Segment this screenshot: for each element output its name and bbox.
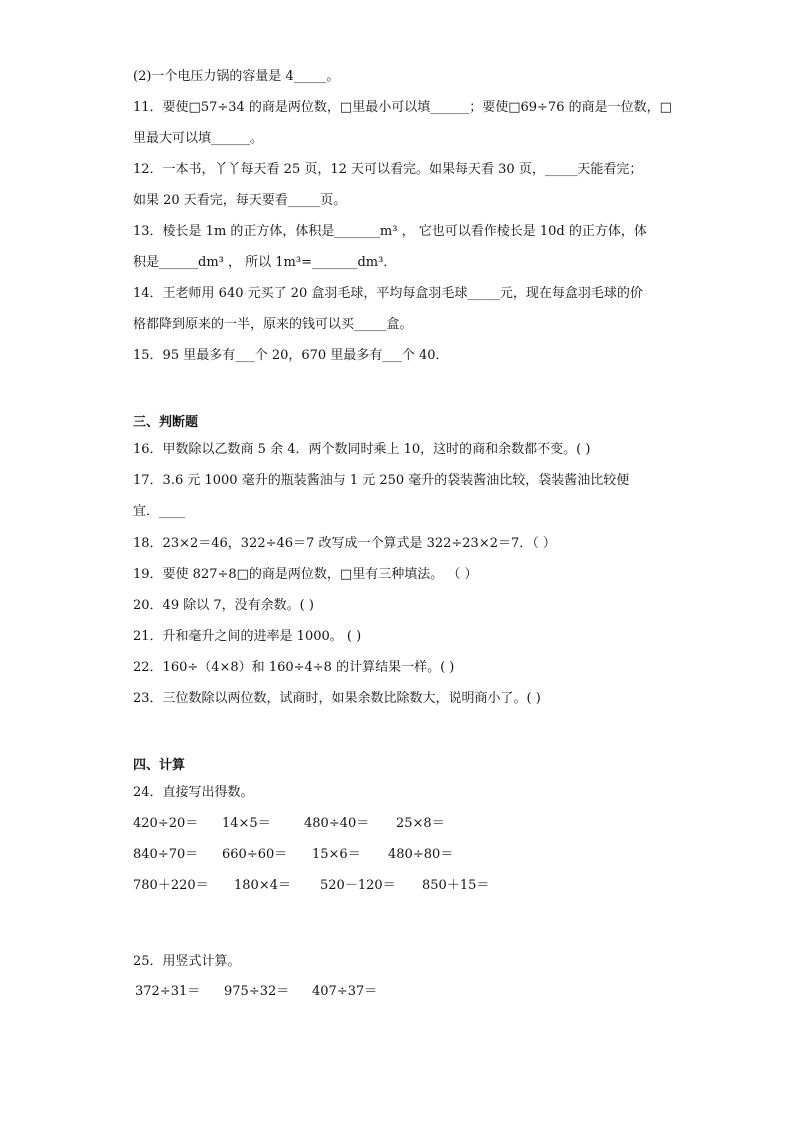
section-heading-judge: 三、判断题 [133, 415, 199, 430]
question-12-line-2: 如果 20 天看完，每天要看_____页。 [133, 193, 347, 208]
calc-item: 14×5＝ [222, 816, 271, 831]
question-25: 25．用竖式计算。 [133, 954, 241, 969]
question-17-line-2: 宜．____ [133, 504, 186, 519]
question-21: 21．升和毫升之间的进率是 1000。 ( ) [133, 629, 362, 644]
calc-item: 180×4＝ [234, 878, 291, 893]
question-16: 16．甲数除以乙数商 5 余 4．两个数同时乘上 10，这时的商和余数都不变。( ) [133, 442, 591, 457]
question-19: 19．要使 827÷8□的商是两位数，□里有三种填法。 （ ） [133, 567, 478, 582]
section-heading-calc: 四、计算 [133, 758, 186, 773]
calc-item: 420÷20＝ [133, 816, 199, 831]
question-10-2: (2)一个电压力锅的容量是 4_____。 [133, 69, 340, 84]
question-17-line-1: 17．3.6 元 1000 毫升的瓶装酱油与 1 元 250 毫升的袋装酱油比较，袋装酱油比较便 [133, 473, 630, 488]
question-22: 22．160÷（4×8）和 160÷4÷8 的计算结果一样。( ) [133, 660, 455, 675]
calc-item: 15×6＝ [312, 847, 361, 862]
calc-item: 840÷70＝ [133, 847, 199, 862]
calc-item: 480÷80＝ [388, 847, 454, 862]
calc-item: 372÷31＝ [135, 984, 201, 999]
question-13-line-2: 积是______dm³ ， 所以 1m³=_______dm³． [133, 255, 397, 270]
calc-item: 780＋220＝ [133, 878, 209, 893]
question-15: 15．95 里最多有___个 20，670 里最多有___个 40． [133, 348, 449, 363]
calc-item: 975÷32＝ [224, 984, 290, 999]
calc-item: 850＋15＝ [422, 878, 490, 893]
question-18: 18．23×2＝46，322÷46＝7 改写成一个算式是 322÷23×2＝7．（ ） [133, 536, 556, 551]
question-24: 24．直接写出得数。 [133, 785, 254, 800]
question-14-line-2: 格都降到原来的一半，原来的钱可以买_____盒。 [133, 317, 413, 332]
question-14-line-1: 14．王老师用 640 元买了 20 盒羽毛球，平均每盒羽毛球_____元，现在每盒羽毛球的价 [133, 286, 643, 301]
question-12-line-1: 12．一本书，丫丫每天看 25 页，12 天可以看完。如果每天看 30 页，_____天能看完； [133, 162, 643, 177]
calc-item: 407÷37＝ [312, 984, 378, 999]
question-23: 23．三位数除以两位数，试商时，如果余数比除数大，说明商小了。( ) [133, 691, 541, 706]
question-11-line-1: 11．要使□57÷34 的商是两位数，□里最小可以填______；要使□69÷76 的商是一位数，□ [133, 100, 672, 115]
calc-item: 520－120＝ [320, 878, 396, 893]
calc-item: 480÷40＝ [304, 816, 370, 831]
question-20: 20．49 除以 7，没有余数。( ) [133, 598, 314, 613]
calc-item: 25×8＝ [396, 816, 445, 831]
question-13-line-1: 13．棱长是 1m 的正方体，体积是_______m³ ， 它也可以看作棱长是 10d 的正方体，体 [133, 224, 647, 239]
calc-item: 660÷60＝ [222, 847, 288, 862]
question-11-line-2: 里最大可以填______。 [133, 131, 264, 146]
